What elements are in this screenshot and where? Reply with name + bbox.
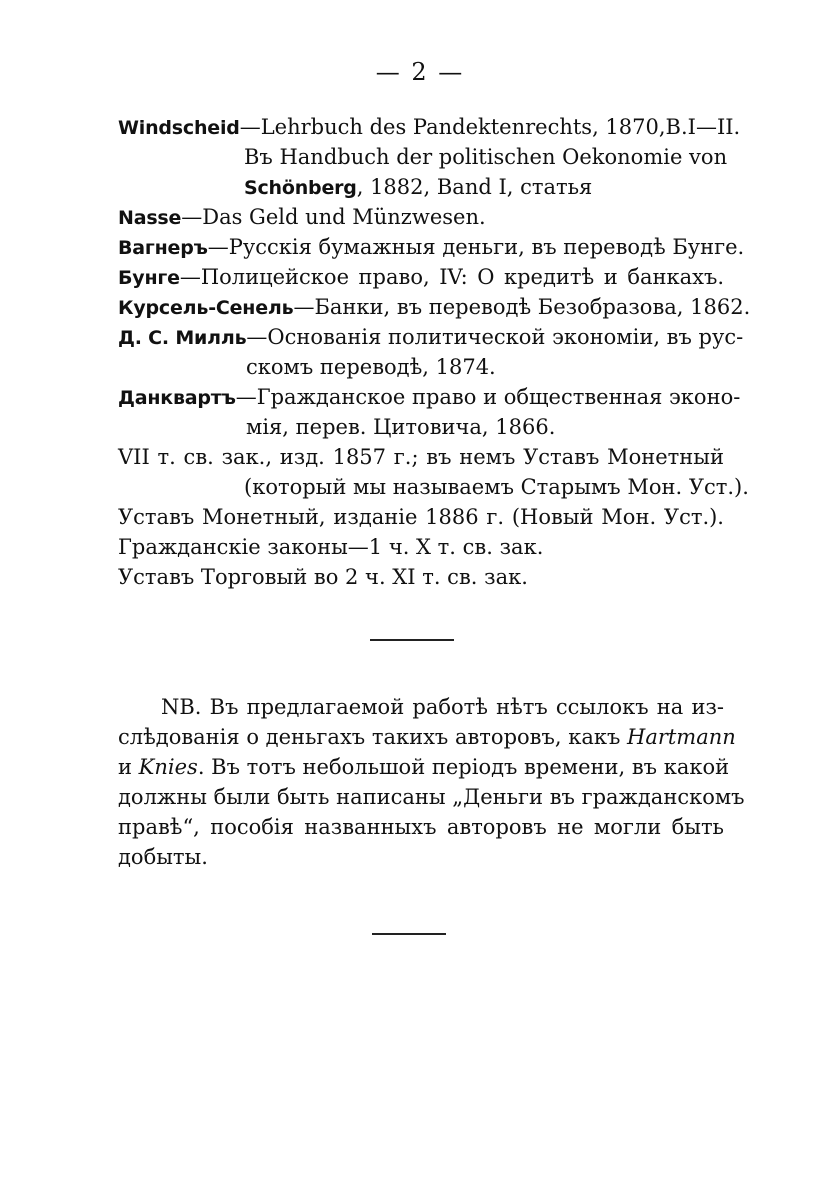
reference-author: Nasse	[118, 207, 182, 229]
reference-line	[118, 562, 724, 592]
reference-author: Вагнеръ	[118, 237, 208, 259]
reference-text: —Основанія политической экономіи, въ рус-	[246, 325, 744, 349]
note-author-italic: Knies	[138, 755, 198, 779]
reference-line	[244, 142, 728, 172]
reference-author: Данквартъ	[118, 387, 236, 409]
reference-text: —Das Geld und Münzwesen.	[181, 205, 486, 229]
reference-line	[118, 442, 724, 472]
note-author-italic: Hartmann	[627, 725, 736, 749]
reference-line	[118, 532, 724, 562]
reference-text: Уставъ Монетный, изданіе 1886 г. (Новый Мон. Уст.).	[118, 505, 724, 529]
note-text: слѣдованія о деньгахъ такихъ авторовъ, какъ	[118, 725, 627, 749]
reference-text: Уставъ Торговый во 2 ч. XI т. св. зак.	[118, 565, 528, 589]
reference-line	[118, 262, 724, 293]
note-line	[118, 752, 730, 782]
note-line	[118, 722, 736, 752]
reference-text: —Гражданское право и общественная эконо-	[235, 385, 741, 409]
note-text: . Въ тотъ небольшой періодъ времени, въ какой	[197, 755, 730, 779]
reference-text: мія, перев. Цитовича, 1866.	[246, 415, 556, 439]
reference-text: (который мы называемъ Старымъ Мон. Уст.).	[244, 475, 749, 499]
reference-text: —Полицейское право, IV: О кредитѣ и банкахъ.	[179, 265, 724, 289]
end-divider	[372, 933, 446, 935]
reference-line	[246, 412, 724, 442]
reference-text: , 1882, Band I, статья	[356, 175, 593, 199]
note-line: правѣ“, пособія названныхъ авторовъ не могли быть	[118, 815, 724, 839]
reference-text: VII т. св. зак., изд. 1857 г.; въ немъ Уставъ Монетный	[118, 445, 724, 469]
reference-line	[118, 322, 744, 353]
note-line: должны были быть написаны „Деньги въ гражданскомъ	[118, 785, 745, 809]
reference-line	[118, 292, 751, 323]
reference-text: Гражданскіе законы—1 ч. X т. св. зак.	[118, 535, 544, 559]
reference-line	[246, 352, 724, 382]
reference-line	[118, 232, 745, 263]
note-line: NB. Въ предлагаемой работѣ нѣтъ ссылокъ на из-	[161, 695, 724, 719]
section-divider	[370, 639, 454, 641]
reference-author: Бунге	[118, 267, 180, 289]
reference-line	[118, 382, 741, 413]
reference-line	[118, 112, 741, 143]
reference-author: Курсель-Сенель	[118, 297, 294, 319]
reference-line	[244, 172, 724, 203]
reference-text: скомъ переводѣ, 1874.	[246, 355, 496, 379]
reference-line	[244, 472, 749, 502]
reference-line	[118, 202, 724, 233]
page-number: — 2 —	[375, 58, 465, 86]
reference-text: —Русскія бумажныя деньги, въ переводѣ Бунге.	[207, 235, 745, 259]
reference-author: Schönberg	[244, 177, 357, 199]
reference-line	[118, 502, 724, 532]
reference-author: Д. С. Милль	[118, 327, 247, 349]
reference-author: Windscheid	[118, 117, 240, 139]
reference-text: Въ Handbuch der politischen Oekonomie von	[244, 145, 728, 169]
reference-text: —Lehrbuch des Pandektenrechts, 1870,B.I—II.	[239, 115, 741, 139]
reference-text: —Банки, въ переводѣ Безобразова, 1862.	[293, 295, 751, 319]
note-text: и	[118, 755, 139, 779]
note-line: добыты.	[118, 845, 208, 869]
